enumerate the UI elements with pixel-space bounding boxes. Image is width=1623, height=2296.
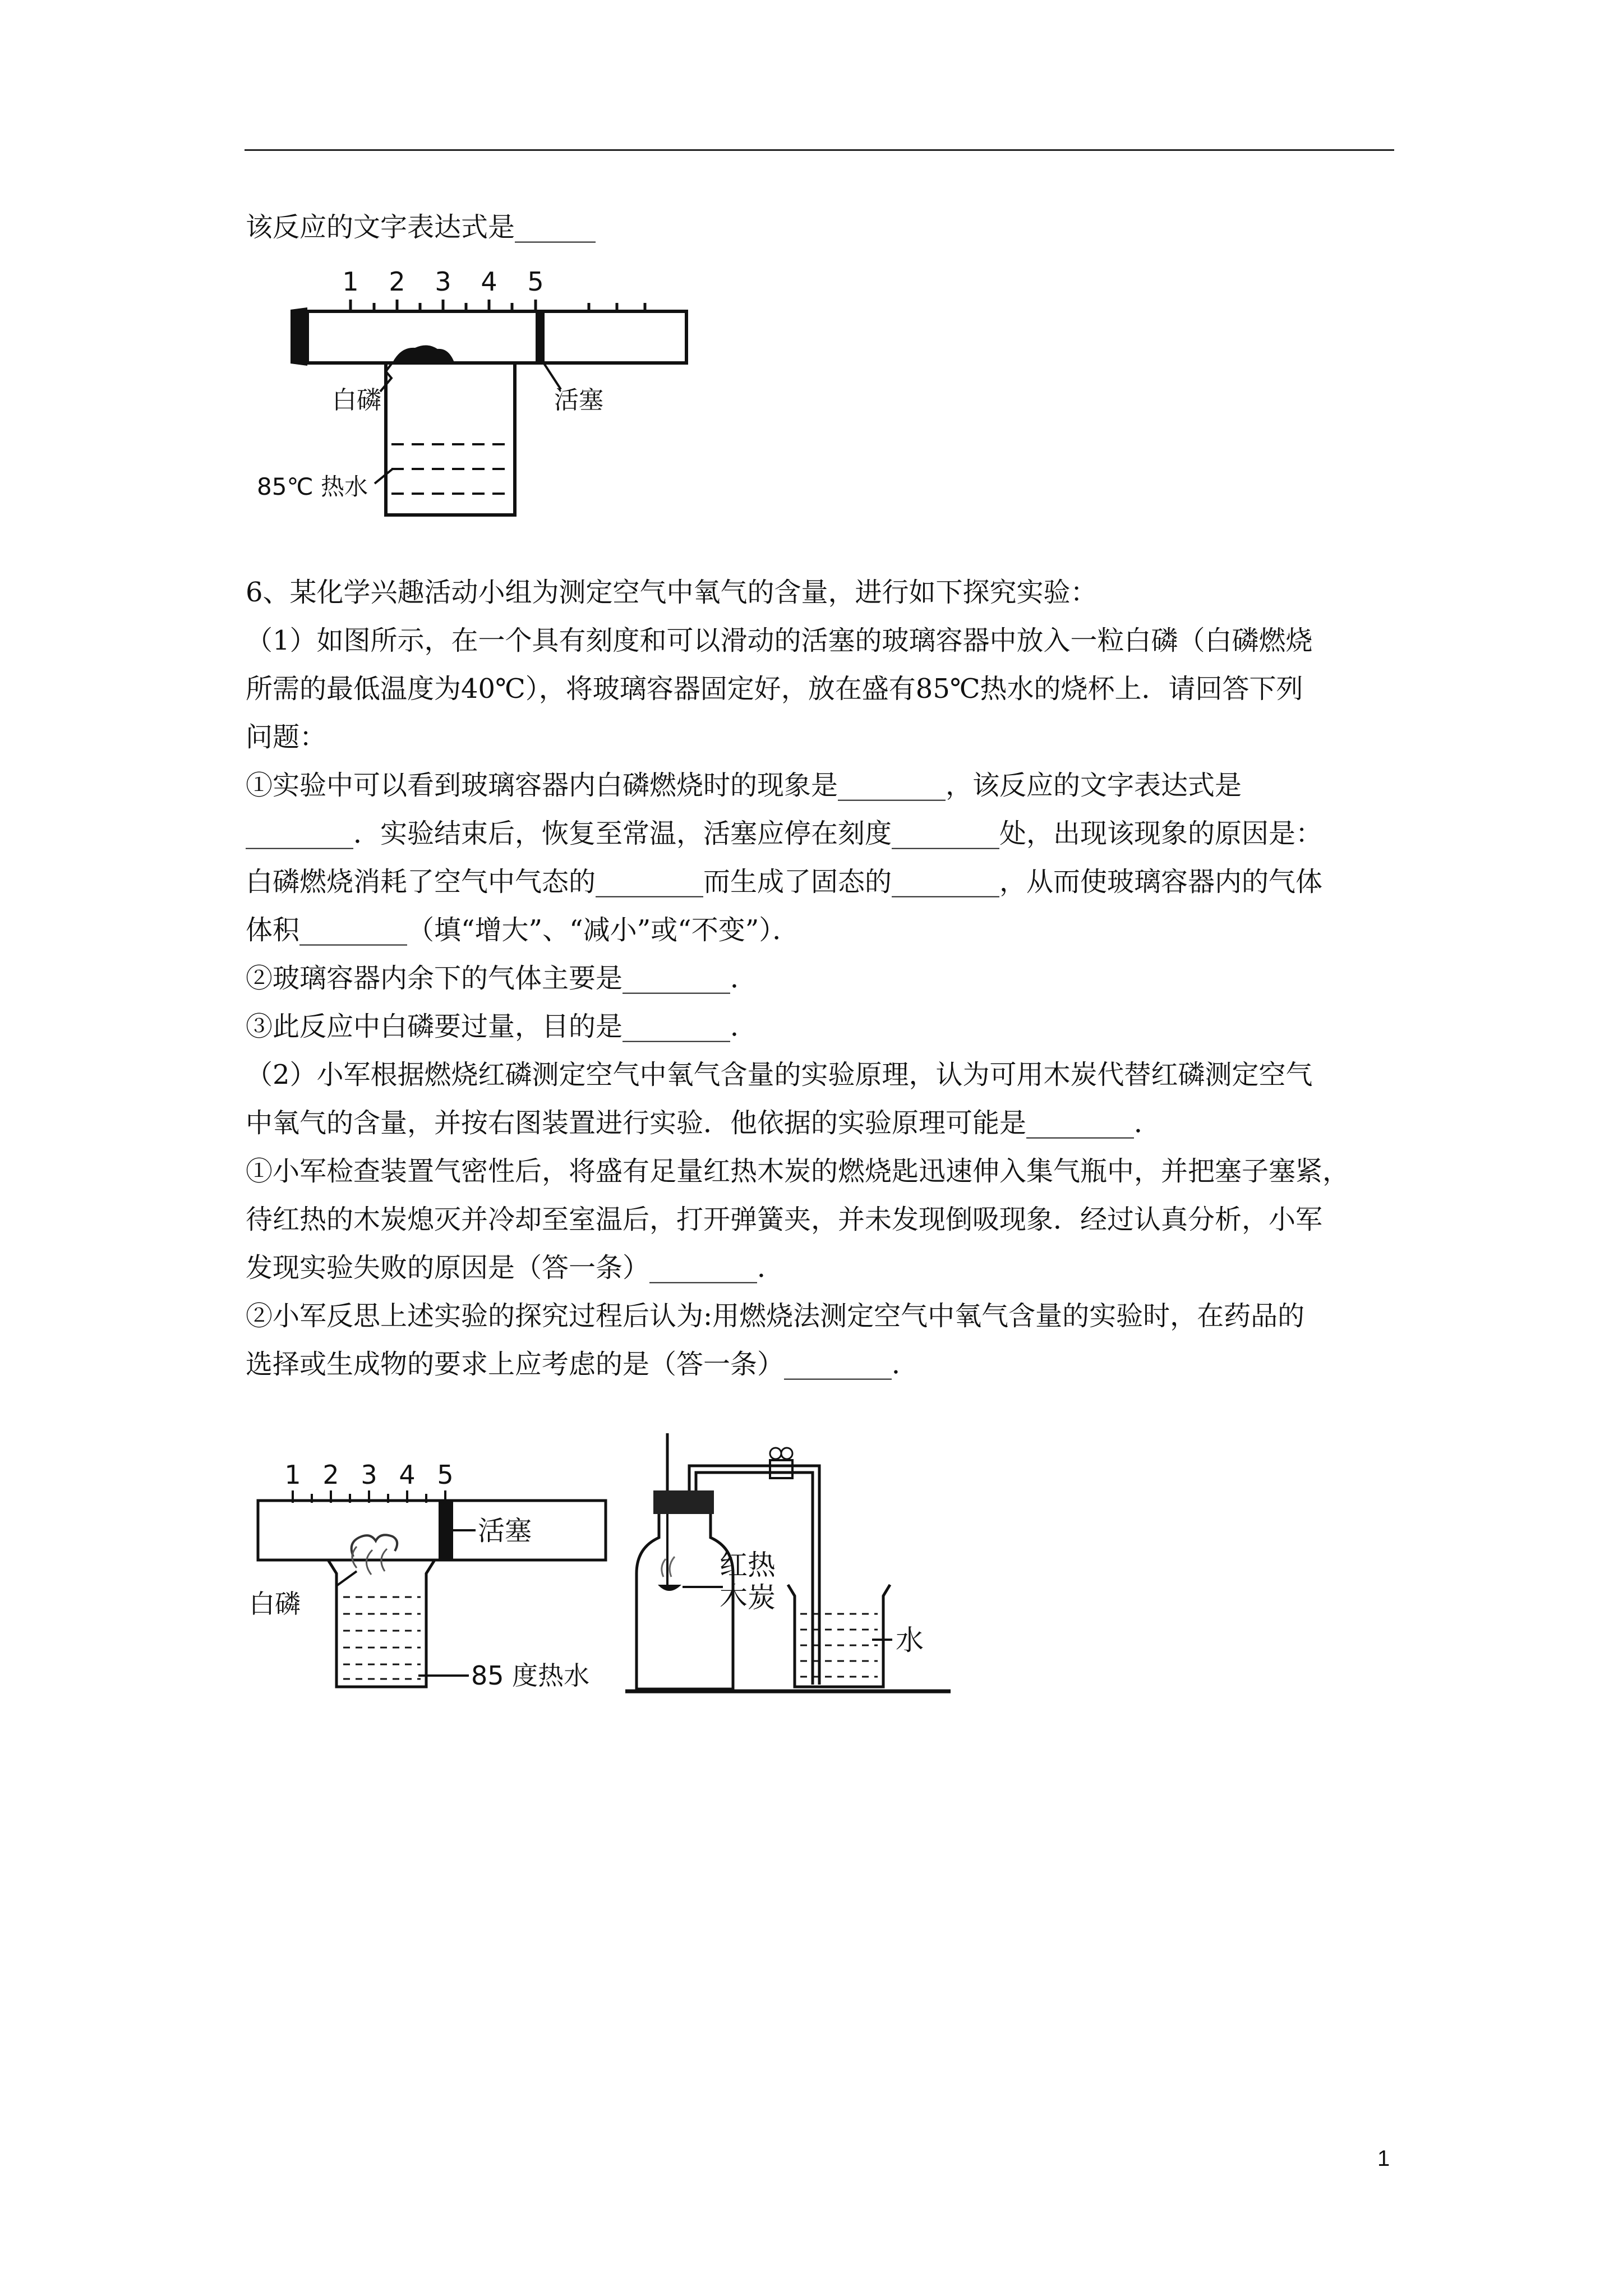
label-white-phosphorus: 白磷 <box>249 1589 301 1619</box>
text-line: （2）小军根据燃烧红磷测定空气中氧气含量的实验原理，认为可用木炭代替红磷测定空气 <box>246 1059 1313 1091</box>
label-white-phosphorus: 白磷 <box>332 386 381 415</box>
text-line: ②玻璃容器内余下的气体主要是________． <box>246 963 758 994</box>
white-phosphorus <box>393 345 454 362</box>
label-hot-water: 85℃ 热水 <box>257 473 368 500</box>
spring-clamp <box>770 1460 792 1478</box>
page-number: 1 <box>1377 2146 1390 2171</box>
label-hot-water: 85 度热水 <box>471 1660 590 1691</box>
label-piston: 活塞 <box>478 1515 532 1547</box>
scale-5: 5 <box>437 1460 454 1490</box>
figure-2-apparatus <box>247 1456 617 1703</box>
text-line: 发现实验失败的原因是（答一条）________． <box>246 1252 785 1283</box>
scale-5: 5 <box>527 266 544 297</box>
text-line: ①小军检查装置气密性后，将盛有足量红热木炭的燃烧匙迅速伸入集气瓶中，并把塞子塞紧， <box>246 1156 1350 1187</box>
text-line: 白磷燃烧消耗了空气中气态的________而生成了固态的________，从而使玻璃容器内的气体 <box>246 866 1323 898</box>
text-line: 该反应的文字表达式是______ <box>246 211 596 243</box>
rubber-stopper <box>653 1490 714 1514</box>
text-line: ________．实验结束后，恢复至常温，活塞应停在刻度________处，出现该现象的原因是： <box>246 818 1323 849</box>
header-rule <box>245 149 1394 151</box>
scale-1: 1 <box>342 266 359 297</box>
scale-2: 2 <box>389 266 405 297</box>
scale-1: 1 <box>284 1460 301 1490</box>
scale-3: 3 <box>435 266 451 297</box>
combustion-spoon <box>658 1585 681 1591</box>
scale-4: 4 <box>399 1460 416 1490</box>
text-line: 体积________（填“增大”、“减小”或“不变”）． <box>246 914 800 946</box>
scale-2: 2 <box>322 1460 339 1490</box>
text-line: 待红热的木炭熄灭并冷却至室温后，打开弹簧夹，并未发现倒吸现象．经过认真分析，小军 <box>246 1204 1323 1235</box>
text-line: 选择或生成物的要求上应考虑的是（答一条）________． <box>246 1349 919 1380</box>
label-charcoal-line2: 木炭 <box>720 1581 776 1614</box>
scale-4: 4 <box>481 266 497 297</box>
piston <box>536 310 545 365</box>
text-line: 所需的最低温度为40℃），将玻璃容器固定好，放在盛有85℃热水的烧杯上．请回答下列 <box>246 673 1303 705</box>
figure-1-apparatus <box>257 264 684 522</box>
label-water: 水 <box>896 1624 924 1657</box>
text-line: 6、某化学兴趣活动小组为测定空气中氧气的含量，进行如下探究实验： <box>246 577 1098 608</box>
label-charcoal-line1: 红热 <box>720 1549 776 1581</box>
scale-3: 3 <box>361 1460 377 1490</box>
piston <box>439 1499 453 1561</box>
text-line: 中氧气的含量，并按右图装置进行实验．他依据的实验原理可能是________． <box>246 1107 1161 1139</box>
text-line: ②小军反思上述实验的探究过程后认为:用燃烧法测定空气中氧气含量的实验时，在药品的 <box>246 1300 1305 1332</box>
text-line: ①实验中可以看到玻璃容器内白磷燃烧时的现象是________，该反应的文字表达式是 <box>246 770 1242 801</box>
text-line: （1）如图所示，在一个具有刻度和可以滑动的活塞的玻璃容器中放入一粒白磷（白磷燃烧 <box>246 625 1313 656</box>
text-line: ③此反应中白磷要过量，目的是________． <box>246 1011 758 1042</box>
figure-3-apparatus <box>625 1433 951 1703</box>
label-piston: 活塞 <box>554 386 603 415</box>
text-line: 问题： <box>246 721 327 753</box>
